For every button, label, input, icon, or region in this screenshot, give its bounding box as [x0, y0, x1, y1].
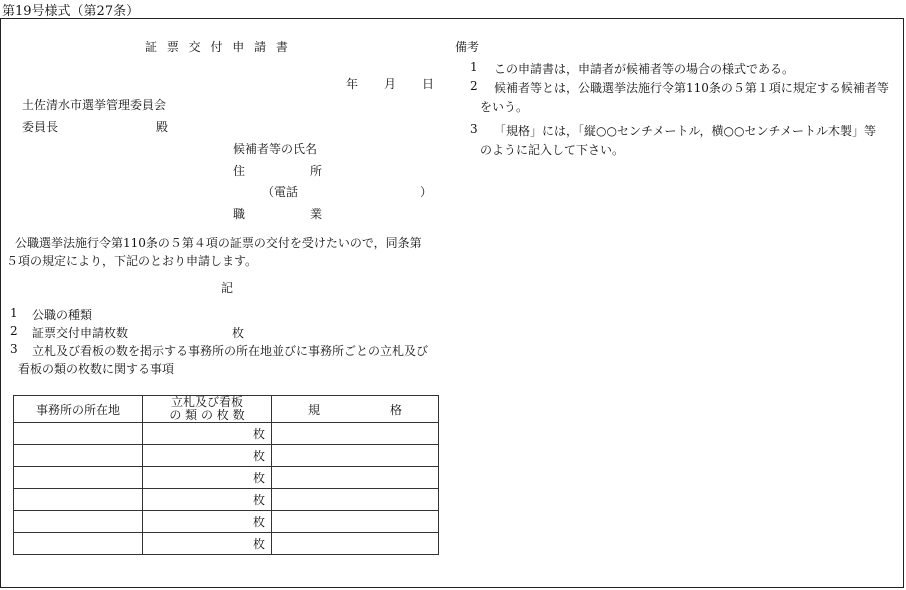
header-count: [143, 396, 272, 423]
form-number-label: 第19号様式（第27条）: [2, 4, 140, 19]
notes-heading: 備考: [455, 40, 480, 54]
header-spec-b: 格: [390, 402, 403, 417]
item2-unit: 枚: [232, 326, 245, 340]
count-cell[interactable]: [143, 489, 272, 511]
body-text-line1: 公職選挙法施行令第110条の５第４項の証票の交付を受けたいので，同条第: [15, 236, 422, 250]
phone-open: （電話: [262, 185, 299, 199]
count-cell[interactable]: [143, 511, 272, 533]
table-header-row: [14, 396, 439, 423]
note2-line2: をいう。: [480, 100, 529, 114]
note3-line2: のように記入して下さい。: [480, 143, 625, 157]
table-row: [14, 533, 439, 555]
count-cell[interactable]: [143, 445, 272, 467]
spec-cell[interactable]: [272, 445, 439, 467]
table-row: [14, 445, 439, 467]
item2-number: 2: [10, 324, 18, 338]
header-count-line2: の 類 の 枚 数: [169, 408, 245, 422]
location-cell[interactable]: [14, 467, 143, 489]
count-unit: 枚: [252, 471, 265, 485]
count-cell[interactable]: [143, 423, 272, 445]
item3-line2: 看板の類の枚数に関する事項: [18, 362, 175, 376]
note2-line1: 候補者等とは，公職選挙法施行令第110条の５第１項に規定する候補者等: [494, 81, 889, 95]
location-cell[interactable]: [14, 511, 143, 533]
form-title: 証 票 交 付 申 請 書: [145, 40, 291, 54]
item2-text: 証票交付申請枚数: [32, 326, 129, 340]
spec-cell[interactable]: [272, 489, 439, 511]
address-label-b: 所: [310, 164, 323, 178]
count-unit: 枚: [252, 493, 265, 507]
header-count-line1: 立札及び看板: [170, 395, 243, 409]
note1-number: 1: [470, 60, 478, 74]
spec-cell[interactable]: [272, 511, 439, 533]
note1-text: この申請書は，申請者が候補者等の場合の様式である。: [494, 62, 795, 76]
ki-heading: 記: [221, 281, 234, 295]
location-cell[interactable]: [14, 489, 143, 511]
occupation-label-a: 職: [233, 207, 246, 221]
location-cell[interactable]: [14, 533, 143, 555]
date-month-label: 月: [384, 77, 397, 91]
count-cell[interactable]: [143, 467, 272, 489]
spec-cell[interactable]: [272, 533, 439, 555]
header-spec: [272, 396, 439, 423]
count-unit: 枚: [252, 427, 265, 441]
location-cell[interactable]: [14, 423, 143, 445]
location-cell[interactable]: [14, 445, 143, 467]
table-row: [14, 489, 439, 511]
committee-name: 土佐清水市選挙管理委員会: [22, 98, 167, 112]
date-year-label: 年: [346, 77, 359, 91]
header-spec-a: 規: [307, 402, 320, 417]
candidate-name-label: 候補者等の氏名: [233, 142, 318, 156]
note3-line1: 「規格」には，「縦○○センチメートル，横○○センチメートル木製」等: [494, 124, 876, 138]
phone-close: ）: [420, 185, 433, 199]
address-label-a: 住: [233, 164, 246, 178]
item3-number: 3: [10, 342, 18, 356]
table-row: [14, 423, 439, 445]
table-row: [14, 467, 439, 489]
committee-chair: 委員長: [22, 120, 59, 134]
item3-line1: 立札及び看板の数を掲示する事務所の所在地並びに事務所ごとの立札及び: [32, 344, 429, 358]
occupation-label-b: 業: [310, 207, 323, 221]
table-row: [14, 511, 439, 533]
note3-number: 3: [470, 122, 478, 136]
note2-number: 2: [470, 79, 478, 93]
spec-cell[interactable]: [272, 423, 439, 445]
count-unit: 枚: [252, 515, 265, 529]
body-text-line2: ５項の規定により，下記のとおり申請します。: [6, 254, 258, 268]
office-table: [13, 395, 439, 555]
item1-number: 1: [10, 306, 18, 320]
spec-cell[interactable]: [272, 467, 439, 489]
date-day-label: 日: [422, 77, 435, 91]
header-location: 事務所の所在地: [14, 396, 143, 423]
count-cell[interactable]: [143, 533, 272, 555]
count-unit: 枚: [252, 449, 265, 463]
count-unit: 枚: [252, 537, 265, 551]
item1-text: 公職の種類: [32, 308, 93, 322]
honorific: 殿: [156, 120, 169, 134]
